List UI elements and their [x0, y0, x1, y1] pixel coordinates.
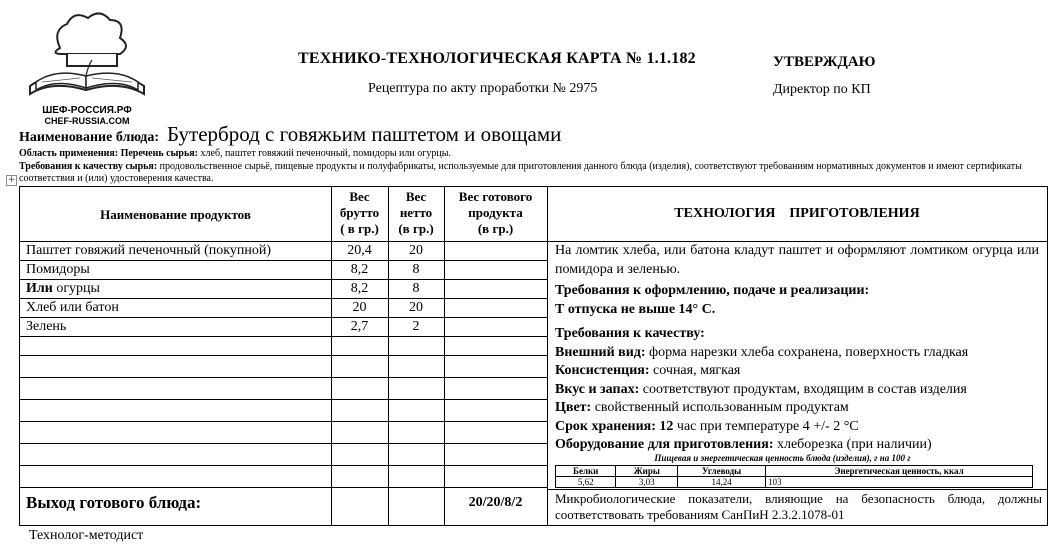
- col-divider: [444, 187, 445, 525]
- serving-temperature: Т отпуска не выше 14° С.: [555, 301, 716, 317]
- ingredient-name: [26, 242, 271, 260]
- shelf-life-text: час при температуре 4 +/- 2 °С: [673, 418, 859, 434]
- row-line: [20, 317, 547, 318]
- row-line: [20, 399, 547, 400]
- col-header-net: [388, 189, 444, 237]
- col-header-net-line: Вес: [405, 189, 427, 204]
- ingredient-name: [26, 261, 90, 279]
- ingredient-name: [26, 299, 119, 317]
- nutrition-header: Энергетическая ценность, ккал: [766, 466, 1033, 477]
- appearance-label: Внешний вид:: [555, 344, 646, 360]
- shelf-life-hours: 12: [655, 418, 674, 434]
- ingredient-net: 8: [412, 262, 420, 277]
- color-label: Цвет:: [555, 400, 592, 415]
- output-label: Выход готового блюда:: [26, 493, 202, 512]
- ingredient-net: 20: [409, 300, 423, 315]
- technologist-label: Технолог-методист: [29, 528, 144, 543]
- ingredient-name-text: огурцы: [52, 281, 100, 296]
- row-line: [20, 487, 547, 488]
- table-move-handle-icon[interactable]: +: [7, 175, 16, 185]
- row-line: [20, 355, 547, 356]
- col-header-finished: [444, 189, 547, 237]
- technology-description: На ломтик хлеба, или батона кладут паштет и оформляют ломтиком огурца или помидора и зеленью.: [555, 243, 1039, 277]
- nutrition-header: Углеводы: [678, 466, 766, 477]
- color-text: свойственный использованным продуктам: [591, 400, 849, 415]
- ingredient-gross: 8,2: [350, 262, 369, 277]
- ingredient-name-text: Хлеб или батон: [26, 300, 119, 315]
- chef-book-icon: [22, 8, 152, 103]
- ingredient-gross: 20: [352, 300, 367, 315]
- col-divider: [388, 187, 389, 525]
- nutrition-value: 5,62: [556, 477, 616, 488]
- taste-text: соответствуют продуктам, входящим в состав изделия: [639, 381, 967, 397]
- col-header-net-line: (в гр.): [398, 221, 434, 236]
- appearance-text: форма нарезки хлеба сохранена, поверхность гладкая: [645, 344, 969, 360]
- approve-label: УТВЕРЖДАЮ: [773, 54, 876, 70]
- ingredient-name-text: Зелень: [26, 319, 67, 334]
- consistency-label: Консистенция:: [555, 363, 650, 378]
- nutrition-header: Белки: [556, 466, 616, 477]
- row-line: [20, 465, 547, 466]
- ingredient-name-text: Паштет говяжий печеночный (покупной): [26, 243, 272, 258]
- ingredient-name: [26, 318, 66, 336]
- dish-name-line: [19, 122, 561, 147]
- raw-materials-label: Перечень сырья:: [120, 148, 199, 159]
- ingredient-gross: 2,7: [350, 319, 369, 334]
- shelf-life-label: Срок хранения:: [555, 418, 656, 434]
- director-label: Директор по КП: [773, 82, 871, 97]
- row-line: [20, 336, 547, 337]
- col-header-gross: [331, 189, 388, 237]
- microbiology-note: Микробиологические показатели, влияющие на безопасность блюда, должны соответствовать требованиям СанПиН 2.3.2.1078-01: [555, 491, 1042, 522]
- row-line: [20, 377, 547, 378]
- ingredient-net: 20: [409, 243, 423, 258]
- col-header-finished-line: Вес готового: [458, 189, 533, 204]
- micro-divider: [547, 489, 1047, 490]
- equipment-label: Оборудование для приготовления:: [555, 437, 774, 452]
- logo-text-en: CHEF-RUSSIA.COM: [44, 116, 130, 126]
- consistency-text: сочная, мягкая: [649, 363, 741, 378]
- col-header-finished-line: продукта: [468, 205, 523, 220]
- col-header-gross-line: брутто: [339, 205, 380, 220]
- output-value: 20/20/8/2: [468, 495, 523, 510]
- ingredient-net: 2: [412, 319, 420, 334]
- raw-materials-text: хлеб, паштет говяжий печеночный, помидоры или огурцы.: [200, 148, 451, 159]
- logo: [22, 8, 152, 124]
- nutrition-value: 14,24: [678, 477, 766, 488]
- col-header-gross-line: ( в гр.): [340, 221, 379, 236]
- row-line: [20, 260, 547, 261]
- ingredient-net: 8: [412, 281, 420, 296]
- card-title: ТЕХНИКО-ТЕХНОЛОГИЧЕСКАЯ КАРТА № 1.1.182: [298, 50, 696, 67]
- col-header-finished-line: (в гр.): [477, 221, 514, 236]
- scope-label: Область применения:: [19, 148, 119, 159]
- logo-text-ru: ШЕФ-РОССИЯ.РФ: [42, 105, 132, 116]
- ingredient-gross: 8,2: [350, 281, 369, 296]
- recipe-reference: Рецептура по акту проработки № 2975: [368, 81, 598, 96]
- col-header-technology: ТЕХНОЛОГИЯ ПРИГОТОВЛЕНИЯ: [674, 206, 920, 221]
- ingredient-name-text: Помидоры: [26, 262, 90, 277]
- equipment-text: хлеборезка (при наличии): [773, 437, 932, 452]
- nutrition-value: 3,03: [616, 477, 678, 488]
- quality-title: Требования к качеству:: [555, 326, 705, 341]
- quality-requirements-label: Требования к качеству сырья:: [19, 161, 158, 172]
- col-divider: [547, 187, 548, 525]
- row-line: [20, 421, 547, 422]
- serving-title: Требования к оформлению, подаче и реализации:: [555, 283, 870, 298]
- ingredient-gross: 20,4: [347, 243, 372, 258]
- ingredient-prefix: Или: [26, 281, 53, 296]
- nutrition-caption: Пищевая и энергетическая ценность блюда (изделия), г на 100 г: [654, 453, 911, 463]
- scope-line: [19, 148, 1049, 160]
- dish-label: Наименование блюда:: [19, 130, 159, 145]
- nutrition-table: [555, 465, 1033, 488]
- row-line: [20, 443, 547, 444]
- quality-requirements-text: продовольственное сырьё, пищевые продукты и полуфабрикаты, используемые для приготовления данного блюда (изделия), соответствуют требованиям нормативных документов и имеют сертификаты соответствия и (или) удостоверения качества.: [19, 161, 1022, 184]
- quality-requirements: [19, 161, 1049, 185]
- col-header-net-line: нетто: [399, 205, 433, 220]
- technology-text: [555, 242, 1039, 455]
- col-divider: [331, 187, 332, 525]
- nutrition-value: 103: [766, 477, 1033, 488]
- dish-name: Бутерброд с говяжьим паштетом и овощами: [166, 122, 562, 146]
- ingredient-name: [26, 280, 100, 298]
- nutrition-header: Жиры: [616, 466, 678, 477]
- col-header-gross-line: Вес: [349, 189, 370, 204]
- col-header-name: Наименование продуктов: [100, 207, 251, 222]
- taste-label: Вкус и запах:: [555, 381, 640, 397]
